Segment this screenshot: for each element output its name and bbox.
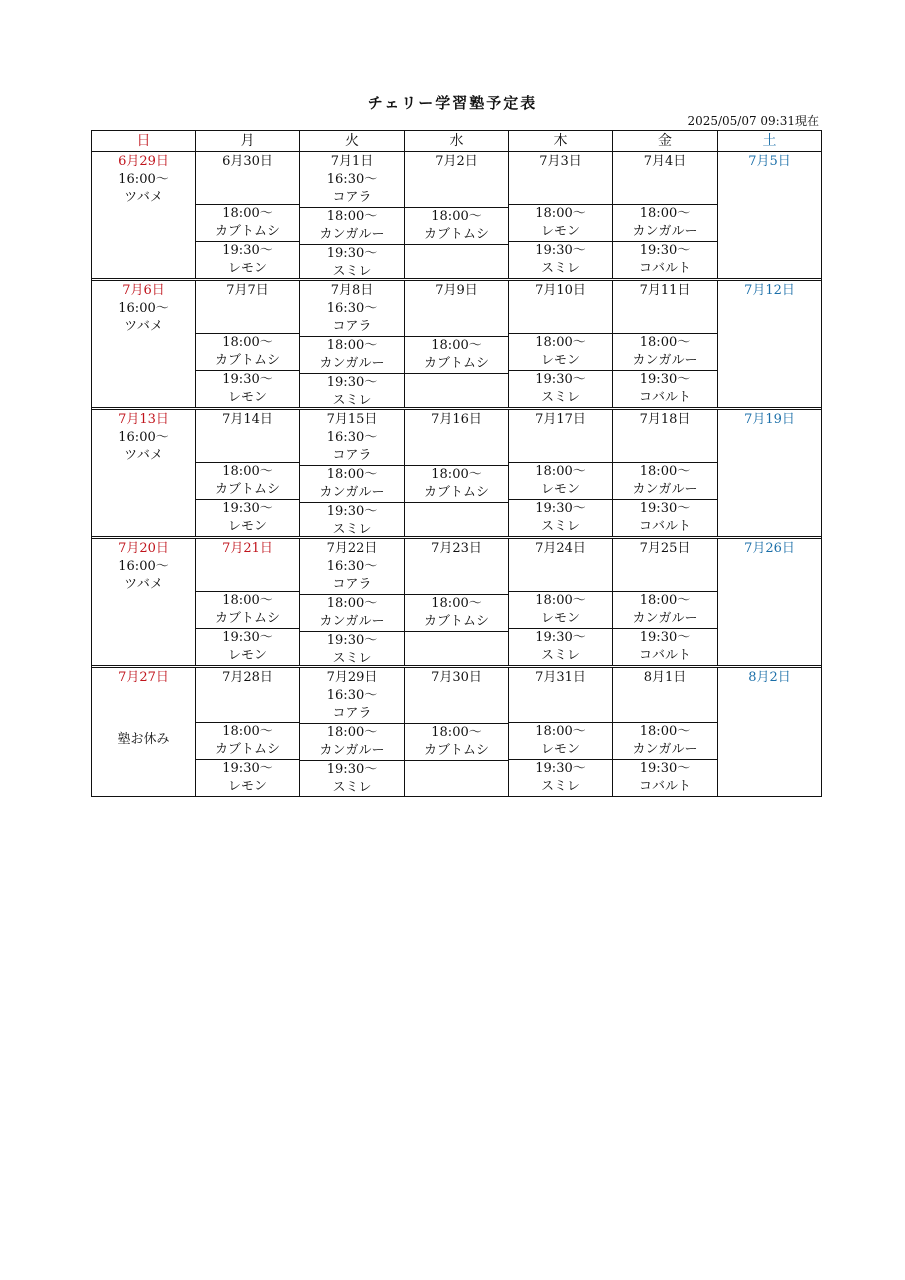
day-cell xyxy=(613,410,718,536)
day-cell xyxy=(613,668,718,796)
bottom-slot xyxy=(509,760,612,796)
day-cell xyxy=(300,410,405,536)
middle-slot xyxy=(300,466,404,503)
day-cell xyxy=(196,152,300,278)
class-time: 16:00〜 xyxy=(118,301,169,316)
class-time: 18:00〜 xyxy=(535,724,586,739)
class-time: 16:00〜 xyxy=(118,559,169,574)
class-time: 19:30〜 xyxy=(326,246,378,261)
closed-note: 塾お休み xyxy=(117,732,170,747)
date-label: 7月17日 xyxy=(535,412,586,427)
top-slot xyxy=(405,281,508,337)
class-time: 18:00〜 xyxy=(639,206,691,221)
class-time: 18:00〜 xyxy=(431,209,482,224)
class-name: レモン xyxy=(540,742,580,757)
class-time: 16:00〜 xyxy=(118,172,169,187)
class-time: 18:00〜 xyxy=(639,593,691,608)
saturday-cell xyxy=(718,410,821,536)
bottom-slot xyxy=(300,374,404,410)
date-label: 7月2日 xyxy=(435,154,478,169)
class-time: 19:30〜 xyxy=(535,372,586,387)
class-name: コバルト xyxy=(638,519,691,534)
day-cell xyxy=(300,152,405,278)
class-time: 19:30〜 xyxy=(222,372,273,387)
weekday-header-fri: 金 xyxy=(613,131,718,151)
date-label: 7月11日 xyxy=(639,283,691,298)
day-cell xyxy=(509,668,613,796)
middle-slot xyxy=(509,334,612,371)
class-name: コバルト xyxy=(638,779,691,794)
day-cell xyxy=(405,410,509,536)
class-name: ツバメ xyxy=(124,448,163,463)
middle-slot xyxy=(613,334,717,371)
class-name: カブトムシ xyxy=(423,614,489,629)
class-time: 16:30〜 xyxy=(326,559,378,574)
class-name: スミレ xyxy=(332,264,372,279)
class-name: ツバメ xyxy=(124,319,163,334)
class-name: コバルト xyxy=(638,261,691,276)
middle-slot xyxy=(613,723,717,760)
bottom-slot xyxy=(509,242,612,278)
weekday-header-wed: 水 xyxy=(405,131,509,151)
top-slot xyxy=(509,410,612,463)
sunday-cell xyxy=(92,152,196,278)
class-time: 18:00〜 xyxy=(535,593,586,608)
class-time: 18:00〜 xyxy=(639,464,691,479)
class-time: 19:30〜 xyxy=(222,501,273,516)
class-name: カンガルー xyxy=(632,611,698,626)
class-name: ツバメ xyxy=(124,190,163,205)
class-time: 19:30〜 xyxy=(639,372,691,387)
class-name: スミレ xyxy=(332,393,372,408)
bottom-slot xyxy=(405,245,508,278)
date-label: 7月12日 xyxy=(744,283,795,298)
class-name: コアラ xyxy=(332,190,372,205)
saturday-cell xyxy=(718,668,821,796)
bottom-slot xyxy=(613,760,717,796)
day-cell xyxy=(613,539,718,665)
top-slot xyxy=(509,281,612,334)
top-slot xyxy=(300,281,404,337)
bottom-slot xyxy=(405,374,508,407)
day-cell xyxy=(196,668,300,796)
top-slot xyxy=(196,152,299,205)
class-time: 16:00〜 xyxy=(118,430,169,445)
top-slot xyxy=(300,539,404,595)
day-cell xyxy=(405,539,509,665)
middle-slot xyxy=(405,208,508,245)
class-name: コアラ xyxy=(332,319,372,334)
bottom-slot xyxy=(509,629,612,665)
day-cell xyxy=(300,539,405,665)
class-name: カンガルー xyxy=(319,614,385,629)
date-label: 7月23日 xyxy=(431,541,482,556)
date-label: 7月21日 xyxy=(222,541,273,556)
date-label: 7月13日 xyxy=(118,412,169,427)
date-label: 7月16日 xyxy=(431,412,482,427)
class-name: レモン xyxy=(227,261,267,276)
bottom-slot xyxy=(613,500,717,536)
middle-slot xyxy=(196,463,299,500)
day-cell xyxy=(300,668,405,796)
top-slot xyxy=(300,152,404,208)
bottom-slot xyxy=(405,761,508,796)
saturday-cell xyxy=(718,152,821,278)
class-name: レモン xyxy=(540,224,580,239)
page-title: チェリー学習塾予定表 xyxy=(367,94,538,112)
class-name: カンガルー xyxy=(632,224,698,239)
class-name: カンガルー xyxy=(632,482,698,497)
day-cell xyxy=(405,152,509,278)
middle-slot xyxy=(405,595,508,632)
class-time: 19:30〜 xyxy=(326,375,378,390)
middle-slot xyxy=(613,592,717,629)
class-name: スミレ xyxy=(540,390,580,405)
bottom-slot xyxy=(196,242,299,278)
class-name: コアラ xyxy=(332,577,372,592)
class-time: 19:30〜 xyxy=(326,633,378,648)
week-row xyxy=(92,668,821,796)
date-label: 7月20日 xyxy=(118,541,169,556)
class-time: 19:30〜 xyxy=(222,761,273,776)
class-name: コアラ xyxy=(332,448,372,463)
date-label: 7月28日 xyxy=(222,670,273,685)
top-slot xyxy=(300,410,404,466)
class-time: 18:00〜 xyxy=(535,464,586,479)
class-time: 19:30〜 xyxy=(535,243,586,258)
class-time: 19:30〜 xyxy=(639,761,691,776)
top-slot xyxy=(613,539,717,592)
bottom-slot xyxy=(509,371,612,407)
class-time: 18:00〜 xyxy=(639,335,691,350)
class-time: 18:00〜 xyxy=(431,338,482,353)
day-cell xyxy=(509,152,613,278)
class-time: 18:00〜 xyxy=(222,593,273,608)
middle-slot xyxy=(300,337,404,374)
top-slot xyxy=(613,668,717,723)
class-name: カブトムシ xyxy=(214,742,280,757)
bottom-slot xyxy=(613,629,717,665)
date-label: 6月29日 xyxy=(118,154,169,169)
date-label: 7月14日 xyxy=(222,412,273,427)
class-time: 18:00〜 xyxy=(535,335,586,350)
bottom-slot xyxy=(300,632,404,668)
middle-slot xyxy=(196,205,299,242)
class-time: 19:30〜 xyxy=(535,501,586,516)
sunday-cell xyxy=(92,281,196,407)
middle-slot xyxy=(509,723,612,760)
sunday-cell xyxy=(92,539,196,665)
class-time: 16:30〜 xyxy=(326,301,378,316)
class-time: 16:30〜 xyxy=(326,172,378,187)
class-time: 19:30〜 xyxy=(326,762,378,777)
middle-slot xyxy=(196,334,299,371)
date-label: 8月1日 xyxy=(643,670,687,685)
middle-slot xyxy=(613,205,717,242)
week-row xyxy=(92,281,821,410)
week-row xyxy=(92,539,821,668)
date-label: 7月25日 xyxy=(639,541,691,556)
date-label: 7月30日 xyxy=(431,670,482,685)
week-row xyxy=(92,410,821,539)
middle-slot xyxy=(196,723,299,760)
top-slot xyxy=(300,668,404,724)
bottom-slot xyxy=(613,371,717,407)
top-slot xyxy=(405,410,508,466)
class-time: 19:30〜 xyxy=(535,761,586,776)
saturday-cell xyxy=(718,281,821,407)
bottom-slot xyxy=(196,371,299,407)
date-label: 7月4日 xyxy=(643,154,687,169)
class-time: 18:00〜 xyxy=(222,464,273,479)
class-name: スミレ xyxy=(332,522,372,537)
date-label: 7月19日 xyxy=(744,412,795,427)
date-label: 7月27日 xyxy=(118,670,169,685)
bottom-slot xyxy=(509,500,612,536)
date-label: 7月3日 xyxy=(539,154,582,169)
class-name: カブトムシ xyxy=(214,611,280,626)
class-name: カンガルー xyxy=(319,356,385,371)
bottom-slot xyxy=(196,629,299,665)
bottom-slot xyxy=(405,632,508,665)
class-time: 18:00〜 xyxy=(535,206,586,221)
middle-slot xyxy=(509,592,612,629)
class-time: 18:00〜 xyxy=(326,725,378,740)
top-slot xyxy=(613,410,717,463)
day-cell xyxy=(509,281,613,407)
saturday-cell xyxy=(718,539,821,665)
class-name: レモン xyxy=(227,779,267,794)
weekday-header-sat: 土 xyxy=(762,133,777,149)
class-name: カブトムシ xyxy=(214,224,280,239)
weekday-header-mon: 月 xyxy=(196,131,300,151)
class-name: ツバメ xyxy=(124,577,163,592)
class-name: スミレ xyxy=(332,780,372,795)
sunday-cell xyxy=(92,668,196,796)
class-time: 19:30〜 xyxy=(326,504,378,519)
class-time: 18:00〜 xyxy=(326,467,378,482)
weekday-header-sun: 日 xyxy=(92,131,196,151)
class-name: カブトムシ xyxy=(423,227,489,242)
class-name: レモン xyxy=(227,390,267,405)
class-name: レモン xyxy=(227,519,267,534)
timestamp: 2025/05/07 09:31現在 xyxy=(687,114,819,128)
class-name: レモン xyxy=(540,611,580,626)
date-label: 7月24日 xyxy=(535,541,586,556)
top-slot xyxy=(196,668,299,723)
day-cell xyxy=(196,539,300,665)
weekday-header-tue: 火 xyxy=(300,131,405,151)
weekday-header-row xyxy=(92,131,821,152)
top-slot xyxy=(405,152,508,208)
class-name: スミレ xyxy=(540,648,580,663)
class-name: カンガルー xyxy=(319,227,385,242)
class-name: レモン xyxy=(227,648,267,663)
day-cell xyxy=(300,281,405,407)
day-cell xyxy=(196,410,300,536)
date-label: 7月31日 xyxy=(535,670,586,685)
day-cell xyxy=(613,152,718,278)
class-time: 18:00〜 xyxy=(431,596,482,611)
schedule-table xyxy=(91,130,822,797)
day-cell xyxy=(405,281,509,407)
class-name: スミレ xyxy=(540,519,580,534)
class-name: カンガルー xyxy=(319,485,385,500)
class-time: 18:00〜 xyxy=(326,338,378,353)
middle-slot xyxy=(509,205,612,242)
bottom-slot xyxy=(300,245,404,281)
class-time: 19:30〜 xyxy=(222,243,273,258)
sunday-cell xyxy=(92,410,196,536)
date-label: 7月1日 xyxy=(330,154,374,169)
class-time: 18:00〜 xyxy=(222,724,273,739)
middle-slot xyxy=(300,595,404,632)
middle-slot xyxy=(196,592,299,629)
date-label: 7月10日 xyxy=(535,283,586,298)
top-slot xyxy=(509,152,612,205)
middle-slot xyxy=(300,724,404,761)
class-name: コバルト xyxy=(638,648,691,663)
class-name: カブトムシ xyxy=(423,356,489,371)
bottom-slot xyxy=(613,242,717,278)
class-name: コバルト xyxy=(638,390,691,405)
top-slot xyxy=(509,668,612,723)
middle-slot xyxy=(509,463,612,500)
date-label: 7月8日 xyxy=(330,283,374,298)
day-cell xyxy=(405,668,509,796)
class-time: 19:30〜 xyxy=(639,501,691,516)
top-slot xyxy=(405,668,508,724)
date-label: 7月15日 xyxy=(326,412,378,427)
date-label: 8月2日 xyxy=(748,670,791,685)
bottom-slot xyxy=(196,760,299,796)
date-label: 7月26日 xyxy=(744,541,795,556)
day-cell xyxy=(613,281,718,407)
week-row xyxy=(92,152,821,281)
date-label: 7月18日 xyxy=(639,412,691,427)
date-label: 7月22日 xyxy=(326,541,378,556)
class-name: カンガルー xyxy=(319,743,385,758)
date-label: 7月7日 xyxy=(226,283,269,298)
bottom-slot xyxy=(405,503,508,536)
class-time: 19:30〜 xyxy=(222,630,273,645)
middle-slot xyxy=(613,463,717,500)
date-label: 7月5日 xyxy=(748,154,791,169)
class-name: カンガルー xyxy=(632,742,698,757)
date-label: 7月29日 xyxy=(326,670,378,685)
class-name: スミレ xyxy=(540,779,580,794)
date-label: 6月30日 xyxy=(222,154,273,169)
top-slot xyxy=(196,281,299,334)
class-name: レモン xyxy=(540,482,580,497)
top-slot xyxy=(613,281,717,334)
top-slot xyxy=(196,539,299,592)
bottom-slot xyxy=(300,761,404,797)
class-time: 16:30〜 xyxy=(326,688,378,703)
middle-slot xyxy=(405,337,508,374)
class-name: カブトムシ xyxy=(214,353,280,368)
top-slot xyxy=(509,539,612,592)
class-name: コアラ xyxy=(332,706,372,721)
class-name: カブトムシ xyxy=(214,482,280,497)
class-time: 19:30〜 xyxy=(639,630,691,645)
day-cell xyxy=(509,410,613,536)
class-time: 18:00〜 xyxy=(222,335,273,350)
class-time: 18:00〜 xyxy=(431,467,482,482)
top-slot xyxy=(613,152,717,205)
class-time: 18:00〜 xyxy=(431,725,482,740)
top-slot xyxy=(196,410,299,463)
bottom-slot xyxy=(300,503,404,539)
class-name: カブトムシ xyxy=(423,743,489,758)
weekday-header-thu: 木 xyxy=(509,131,613,151)
class-time: 18:00〜 xyxy=(326,596,378,611)
middle-slot xyxy=(405,724,508,761)
day-cell xyxy=(509,539,613,665)
class-name: スミレ xyxy=(540,261,580,276)
class-time: 19:30〜 xyxy=(639,243,691,258)
class-time: 18:00〜 xyxy=(639,724,691,739)
class-time: 18:00〜 xyxy=(222,206,273,221)
date-label: 7月6日 xyxy=(122,283,165,298)
class-time: 19:30〜 xyxy=(535,630,586,645)
top-slot xyxy=(405,539,508,595)
class-time: 16:30〜 xyxy=(326,430,378,445)
class-time: 18:00〜 xyxy=(326,209,378,224)
class-name: カンガルー xyxy=(632,353,698,368)
middle-slot xyxy=(405,466,508,503)
day-cell xyxy=(196,281,300,407)
date-label: 7月9日 xyxy=(435,283,478,298)
class-name: カブトムシ xyxy=(423,485,489,500)
bottom-slot xyxy=(196,500,299,536)
class-name: スミレ xyxy=(332,651,372,666)
class-name: レモン xyxy=(540,353,580,368)
middle-slot xyxy=(300,208,404,245)
